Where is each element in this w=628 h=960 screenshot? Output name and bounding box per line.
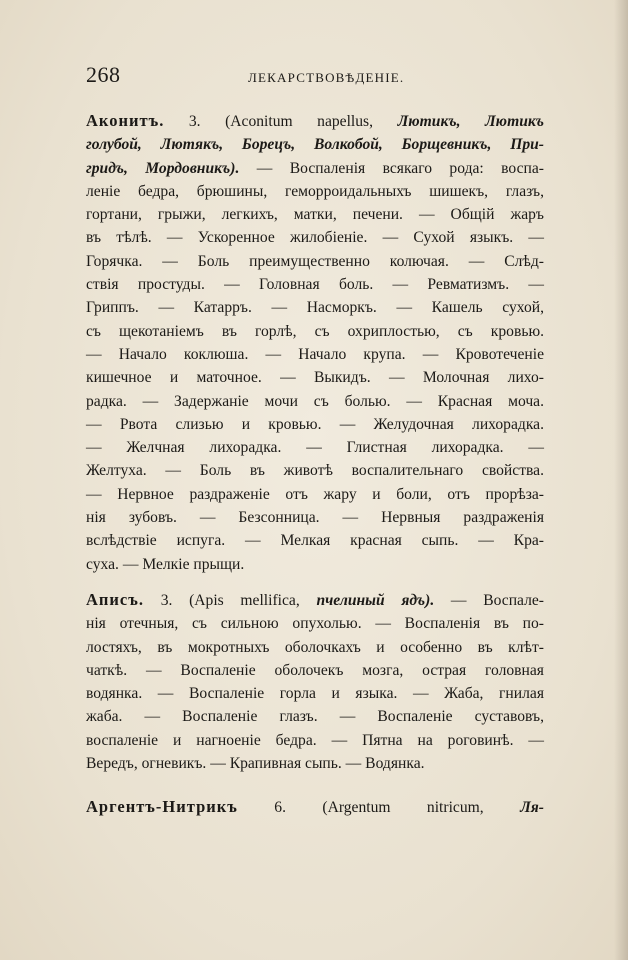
- text-segment: — Нервное раздраженіе отъ жару и боли, отъ прорѣза-: [86, 485, 544, 503]
- text-segment: — Желчная лихорадка. — Глистная лихорадка. —: [86, 439, 544, 457]
- text-line: [86, 752, 544, 775]
- text-segment: леніе бедра, брюшины, геморроидальныхъ шишекъ, глазъ,: [86, 182, 544, 200]
- text-line: [86, 588, 544, 612]
- entry-aconite: [86, 109, 544, 576]
- text-segment: Вередъ, огневикъ. — Крапивная сыпь. — Водянка.: [86, 755, 425, 773]
- text-line: [86, 390, 544, 413]
- remedy-name: Аписъ.: [86, 590, 144, 609]
- italic-text: голубой, Лютякъ, Борецъ, Волкобой, Борщевникъ, При-: [86, 136, 544, 154]
- text-line: [86, 413, 544, 436]
- text-line: [86, 250, 544, 273]
- text-segment: вслѣдствіе испуга. — Мелкая красная сыпь. — Кра-: [86, 532, 544, 550]
- text-segment: Гриппъ. — Катарръ. — Насморкъ. — Кашель сухой,: [86, 299, 544, 317]
- remedy-name: Аконитъ.: [86, 111, 165, 130]
- text-segment: 6. (Argentum nitricum,: [237, 799, 521, 816]
- text-line: [86, 180, 544, 203]
- text-line: [86, 659, 544, 682]
- remedy-name: Аргентъ-Нитрикъ: [86, 797, 238, 816]
- text-line: [86, 203, 544, 226]
- text-segment: нія отечныя, съ сильною опухолью. — Воспаленія въ по-: [86, 615, 544, 633]
- text-segment: гортани, грыжи, легкихъ, матки, печени. — Общій жаръ: [86, 206, 544, 224]
- text-segment: — Начало коклюша. — Начало крупа. — Кровотеченіе: [86, 345, 544, 363]
- text-segment: Горячка. — Боль преимущественно колючая. — Слѣд-: [86, 252, 544, 270]
- text-line: [86, 705, 544, 728]
- text-segment: нія зубовъ. — Безсонница. — Нервныя раздраженія: [86, 509, 544, 527]
- text-segment: Желтуха. — Боль въ животѣ воспалительнаго свойства.: [86, 462, 544, 480]
- text-line: [86, 612, 544, 635]
- page-spine-shadow: [614, 0, 628, 960]
- text-segment: суха. — Мелкіе прыщи.: [86, 555, 245, 573]
- text-segment: 3. (Aconitum napellus,: [164, 113, 398, 130]
- text-segment: радка. — Задержаніе мочи съ болью. — Красная моча.: [86, 392, 544, 410]
- text-line: [86, 366, 544, 389]
- text-segment: съ щекотаніемъ въ горлѣ, съ охриплостью, съ кровью.: [86, 322, 544, 340]
- text-segment: чаткѣ. — Воспаленіе оболочекъ мозга, острая головная: [86, 661, 544, 679]
- page-header: [86, 62, 538, 92]
- page-number: 268: [86, 62, 121, 87]
- italic-text: гридъ, Мордовникъ).: [86, 159, 240, 177]
- text-segment: водянка. — Воспаленіе горла и языка. — Жаба, гнилая: [86, 685, 544, 703]
- text-line: [86, 483, 544, 506]
- text-segment: лостяхъ, въ мокротныхъ оболочкахъ и особенно въ клѣт-: [86, 638, 544, 656]
- italic-text: Ля-: [520, 799, 544, 816]
- text-line: [86, 459, 544, 482]
- text-line: [86, 109, 544, 133]
- running-title: ЛЕКАРСТВОВѢДЕНІЕ.: [248, 70, 405, 85]
- text-line: [86, 553, 544, 576]
- text-segment: 3. (Apis mellifica,: [144, 592, 317, 609]
- text-line: [86, 273, 544, 296]
- entry-apis: [86, 588, 544, 775]
- text-line: [86, 729, 544, 752]
- text-segment: — Рвота слизью и кровью. — Желудочная лихорадка.: [86, 415, 544, 433]
- text-line: [86, 320, 544, 343]
- text-segment: въ тѣлѣ. — Ускоренное жилобіеніе. — Сухой языкъ. —: [86, 229, 544, 247]
- text-line: [86, 795, 544, 819]
- text-segment: — Воспале-: [434, 592, 545, 609]
- text-line: [86, 636, 544, 659]
- text-segment: жаба. — Воспаленіе глазъ. — Воспаленіе суставовъ,: [86, 708, 544, 726]
- italic-text: Лютикъ, Лютикъ: [397, 113, 544, 130]
- text-line: [86, 436, 544, 459]
- text-segment: воспаленіе и нагноеніе бедра. — Пятна на роговинѣ. —: [86, 731, 544, 749]
- text-line: [86, 343, 544, 366]
- text-line: [86, 157, 544, 180]
- text-line: [86, 296, 544, 319]
- text-segment: ствія простуды. — Головная боль. — Ревматизмъ. —: [86, 276, 544, 294]
- text-line: [86, 682, 544, 705]
- text-line: [86, 226, 544, 249]
- text-line: [86, 529, 544, 552]
- text-segment: кишечное и маточное. — Выкидъ. — Молочная лихо-: [86, 369, 544, 387]
- italic-text: пчелиный ядъ).: [316, 592, 435, 609]
- entry-argentum-nitricum: [86, 795, 544, 819]
- text-line: [86, 133, 544, 156]
- text-line: [86, 506, 544, 529]
- text-segment: — Воспаленія всякаго рода: воспа-: [239, 159, 544, 177]
